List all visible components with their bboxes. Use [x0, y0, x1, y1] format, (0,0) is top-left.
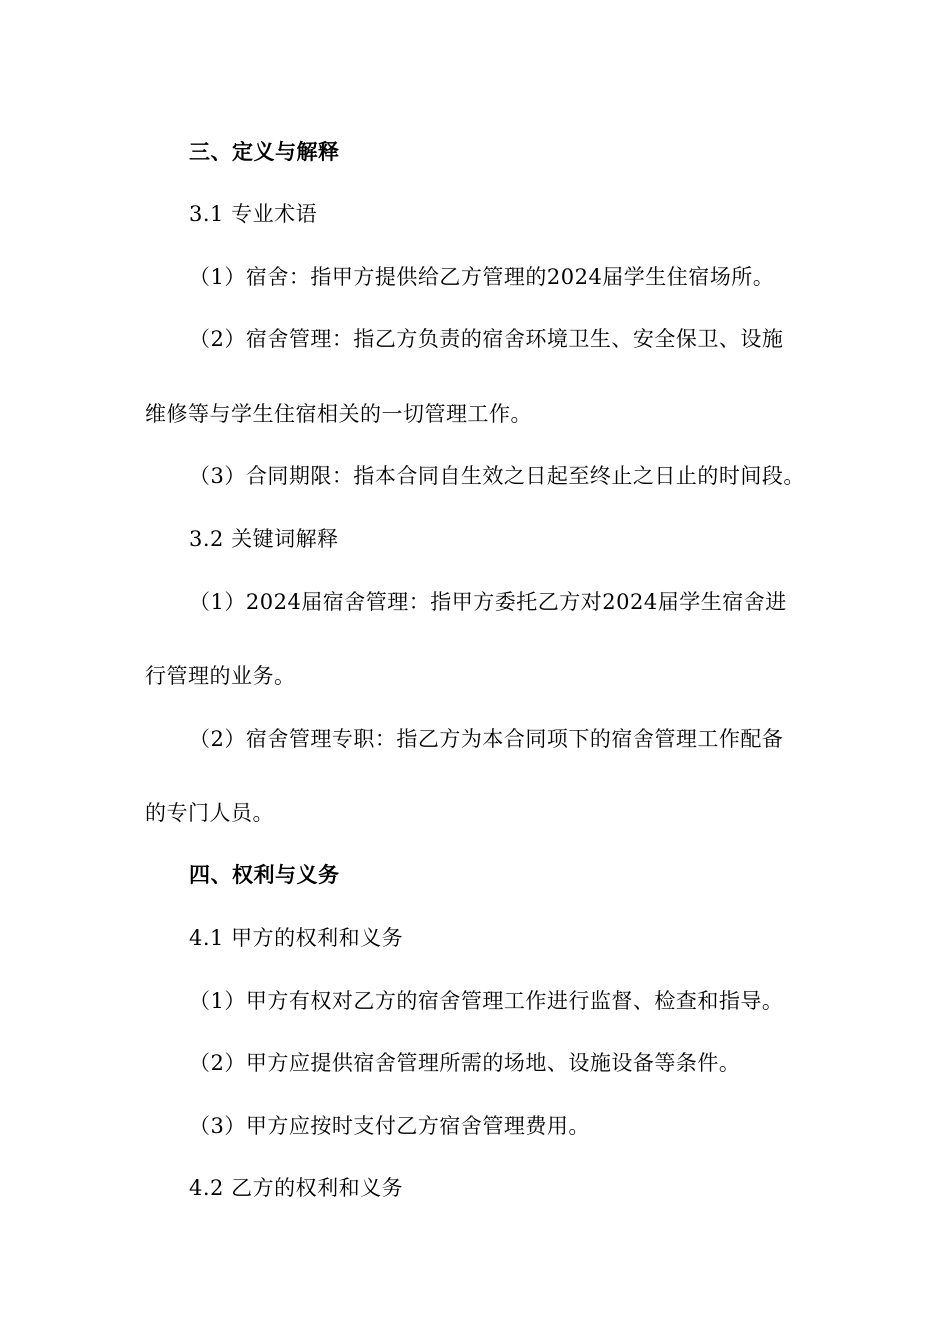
section-heading-4: 四、权利与义务	[189, 862, 340, 887]
paragraph-line: （3）甲方应按时支付乙方宿舍管理费用。	[189, 1114, 590, 1138]
paragraph-line: 行管理的业务。	[145, 664, 296, 688]
paragraph-line: （2）宿舍管理专职：指乙方为本合同项下的宿舍管理工作配备	[189, 727, 784, 751]
section-heading-3: 三、定义与解释	[189, 139, 340, 164]
paragraph-line: （3）合同期限：指本合同自生效之日起至终止之日止的时间段。	[189, 464, 805, 488]
paragraph-line: （2）甲方应提供宿舍管理所需的场地、设施设备等条件。	[189, 1051, 741, 1075]
subsection-heading-3-1: 3.1 专业术语	[189, 202, 318, 226]
subsection-heading-4-1: 4.1 甲方的权利和义务	[189, 926, 404, 950]
paragraph-line: 的专门人员。	[145, 801, 274, 825]
subsection-heading-4-2: 4.2 乙方的权利和义务	[189, 1176, 404, 1200]
paragraph-line: 维修等与学生住宿相关的一切管理工作。	[145, 402, 532, 426]
subsection-heading-3-2: 3.2 关键词解释	[189, 527, 339, 551]
paragraph-line: （1）2024届宿舍管理：指甲方委托乙方对2024届学生宿舍进	[189, 590, 787, 614]
paragraph-line: （1）宿舍：指甲方提供给乙方管理的2024届学生住宿场所。	[189, 265, 775, 289]
paragraph-line: （2）宿舍管理：指乙方负责的宿舍环境卫生、安全保卫、设施	[189, 327, 784, 351]
paragraph-line: （1）甲方有权对乙方的宿舍管理工作进行监督、检查和指导。	[189, 989, 784, 1013]
